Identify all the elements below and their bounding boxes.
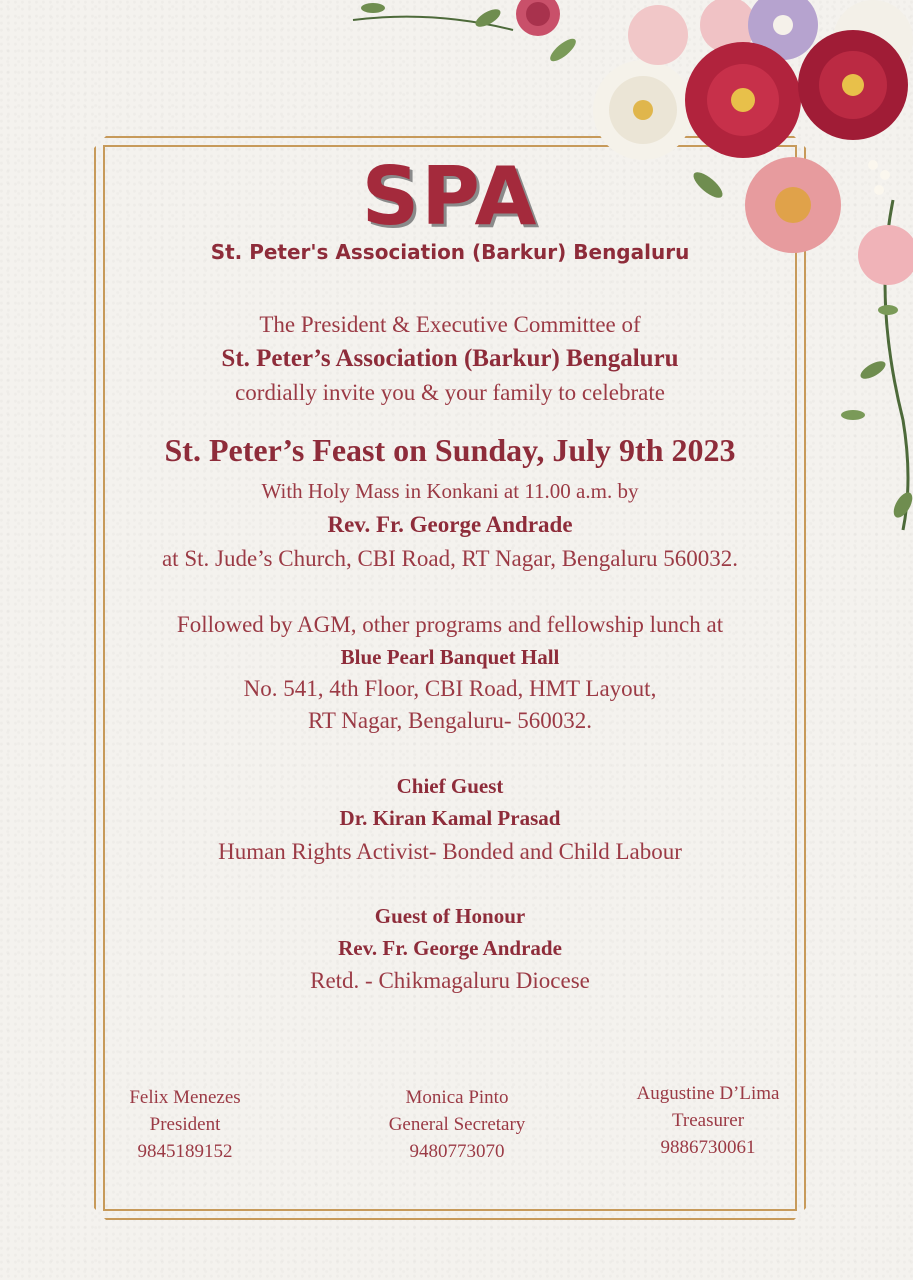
signatory-title: General Secretary (388, 1114, 526, 1135)
signatory-phone: 9845189152 (137, 1141, 233, 1162)
guest-of-honour-name: Rev. Fr. George Andrade (338, 936, 562, 960)
chief-guest-role: Human Rights Activist- Bonded and Child Labour (218, 839, 682, 864)
event-headline: St. Peter’s Feast on Sunday, July 9th 2023 (164, 432, 736, 468)
signatory-title: Treasurer (671, 1110, 745, 1131)
logo-org-name: St. Peter's Association (Barkur) Bengaluru (210, 240, 690, 264)
chief-guest-heading: Chief Guest (396, 774, 504, 798)
intro-line: The President & Executive Committee of (259, 312, 641, 337)
chief-guest-name: Dr. Kiran Kamal Prasad (339, 806, 561, 830)
signatory-president (95, 1084, 275, 1165)
signatory-name: Monica Pinto (405, 1087, 509, 1108)
program-address-line2: RT Nagar, Bengaluru- 560032. (307, 708, 593, 733)
signatory-treasurer (608, 1080, 808, 1161)
logo-abbreviation: SPA (361, 150, 539, 243)
guest-of-honour-role: Retd. - Chikmagaluru Diocese (310, 968, 590, 993)
signatory-title: President (149, 1114, 221, 1135)
program-address-line1: No. 541, 4th Floor, CBI Road, HMT Layout, (243, 676, 657, 701)
signatory-name: Felix Menezes (129, 1087, 241, 1108)
guest-of-honour-heading: Guest of Honour (374, 904, 526, 928)
intro-invite-line: cordially invite you & your family to celebrate (235, 380, 665, 405)
signatory-phone: 9480773070 (409, 1141, 505, 1162)
signatory-general-secretary (357, 1084, 557, 1165)
event-church-address: at St. Jude’s Church, CBI Road, RT Nagar, Bengaluru 560032. (161, 546, 739, 571)
signatory-phone: 9886730061 (660, 1137, 756, 1158)
program-line: Followed by AGM, other programs and fellowship lunch at (176, 612, 724, 637)
signatory-name: Augustine D’Lima (636, 1083, 780, 1104)
intro-org-name: St. Peter’s Association (Barkur) Bengaluru (221, 345, 679, 372)
event-mass-line: With Holy Mass in Konkani at 11.00 a.m. by (261, 479, 639, 503)
event-celebrant: Rev. Fr. George Andrade (327, 512, 573, 537)
program-venue-name: Blue Pearl Banquet Hall (340, 645, 560, 669)
